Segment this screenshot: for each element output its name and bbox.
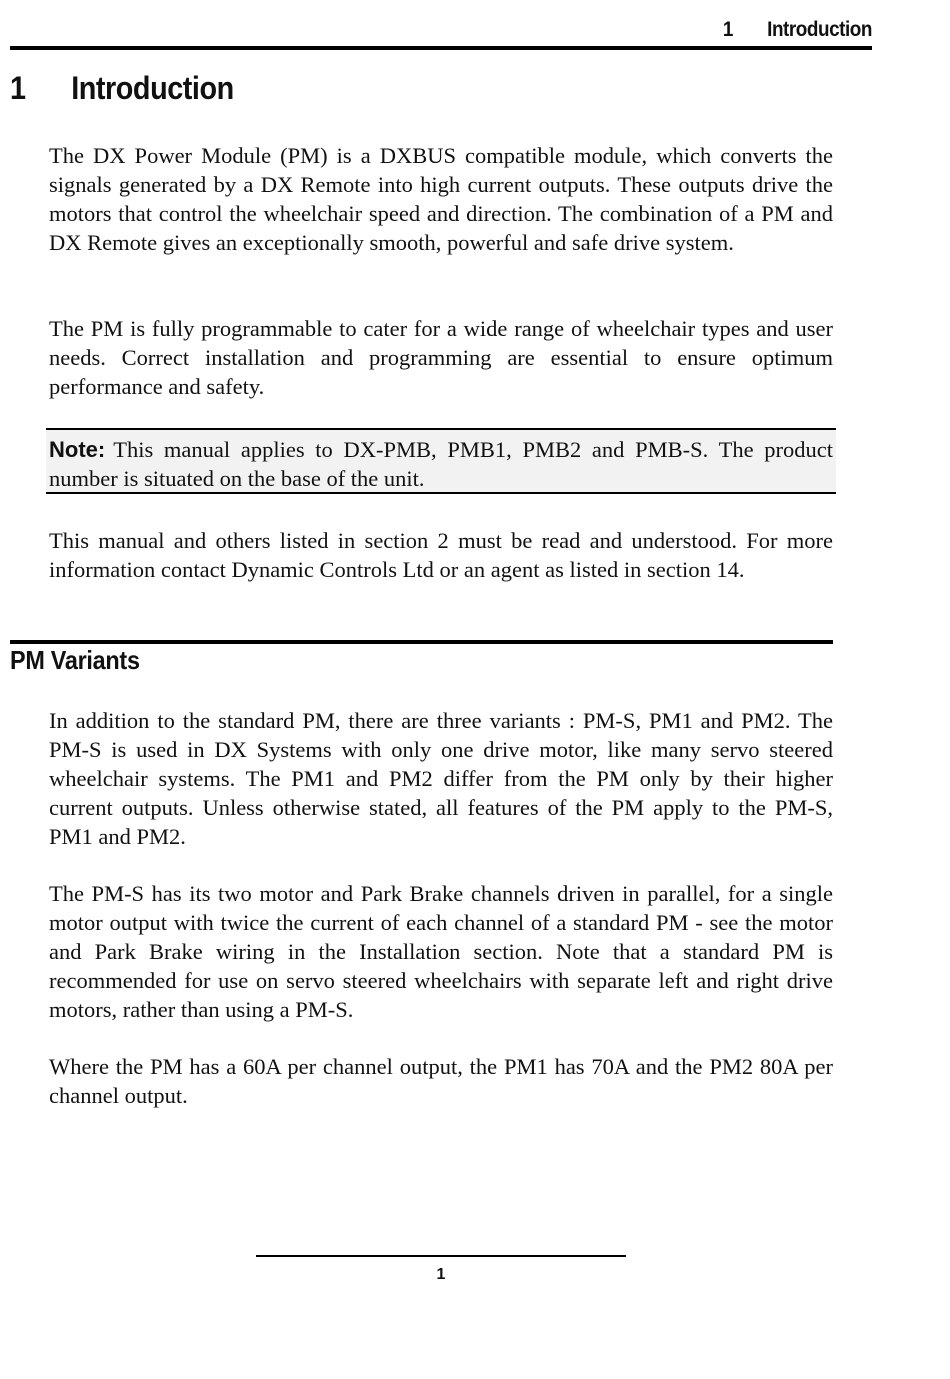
variants-paragraph-1: In addition to the standard PM, there are three variants : PM-S, PM1 and PM2. The PM-S is used in DX Systems with only one drive motor, like many servo steered wheelchair systems. The PM1 and PM2 differ from the PM only by their higher current outputs. Unless otherwise stated, all features of the PM apply to the PM-S, PM1 and PM2. xyxy=(49,708,833,849)
running-header xyxy=(96,18,872,42)
variants-paragraph-2: The PM-S has its two motor and Park Brake channels driven in parallel, for a single motor output with twice the current of each channel of a standard PM - see the motor and Park Brake wiring in the Installation section. Note that a standard PM is recommended for use on servo steered wheelchairs with separate left and right drive motors, rather than using a PM-S. xyxy=(49,881,833,1022)
section-title-pm-variants: PM Variants xyxy=(10,645,140,675)
chapter-title xyxy=(10,70,234,107)
intro-paragraph-1: The DX Power Module (PM) is a DXBUS compatible module, which converts the signals generated by a DX Remote into high current outputs. These outputs drive the motors that control the wheelchair speed and direction. The combination of a PM and DX Remote gives an exceptionally smooth, powerful and safe drive system. xyxy=(49,143,833,255)
page-number: 1 xyxy=(436,1266,446,1283)
chapter-number: 1 xyxy=(10,70,26,106)
note-label: Note: xyxy=(49,437,106,462)
intro-paragraph-2: The PM is fully programmable to cater for a wide range of wheelchair types and user needs. Correct installation and programming are essential to ensure optimum performance and safety. xyxy=(49,316,833,399)
note-box xyxy=(46,428,836,494)
running-header-chapter-number: 1 xyxy=(722,18,733,41)
intro-paragraph-3: This manual and others listed in section 2 must be read and understood. For more information contact Dynamic Controls Ltd or an agent as listed in section 14. xyxy=(49,528,833,582)
note-text: This manual applies to DX-PMB, PMB1, PMB2 and PMB-S. The product number is situated on the base of the unit. xyxy=(49,437,833,491)
footer-rule xyxy=(256,1255,626,1257)
header-rule xyxy=(10,46,872,50)
note-text-block xyxy=(49,435,833,493)
variants-paragraph-3: Where the PM has a 60A per channel output, the PM1 has 70A and the PM2 80A per channel output. xyxy=(49,1054,833,1108)
section-rule xyxy=(10,640,833,644)
chapter-title-text: Introduction xyxy=(71,70,234,106)
running-header-chapter-title: Introduction xyxy=(767,18,872,41)
